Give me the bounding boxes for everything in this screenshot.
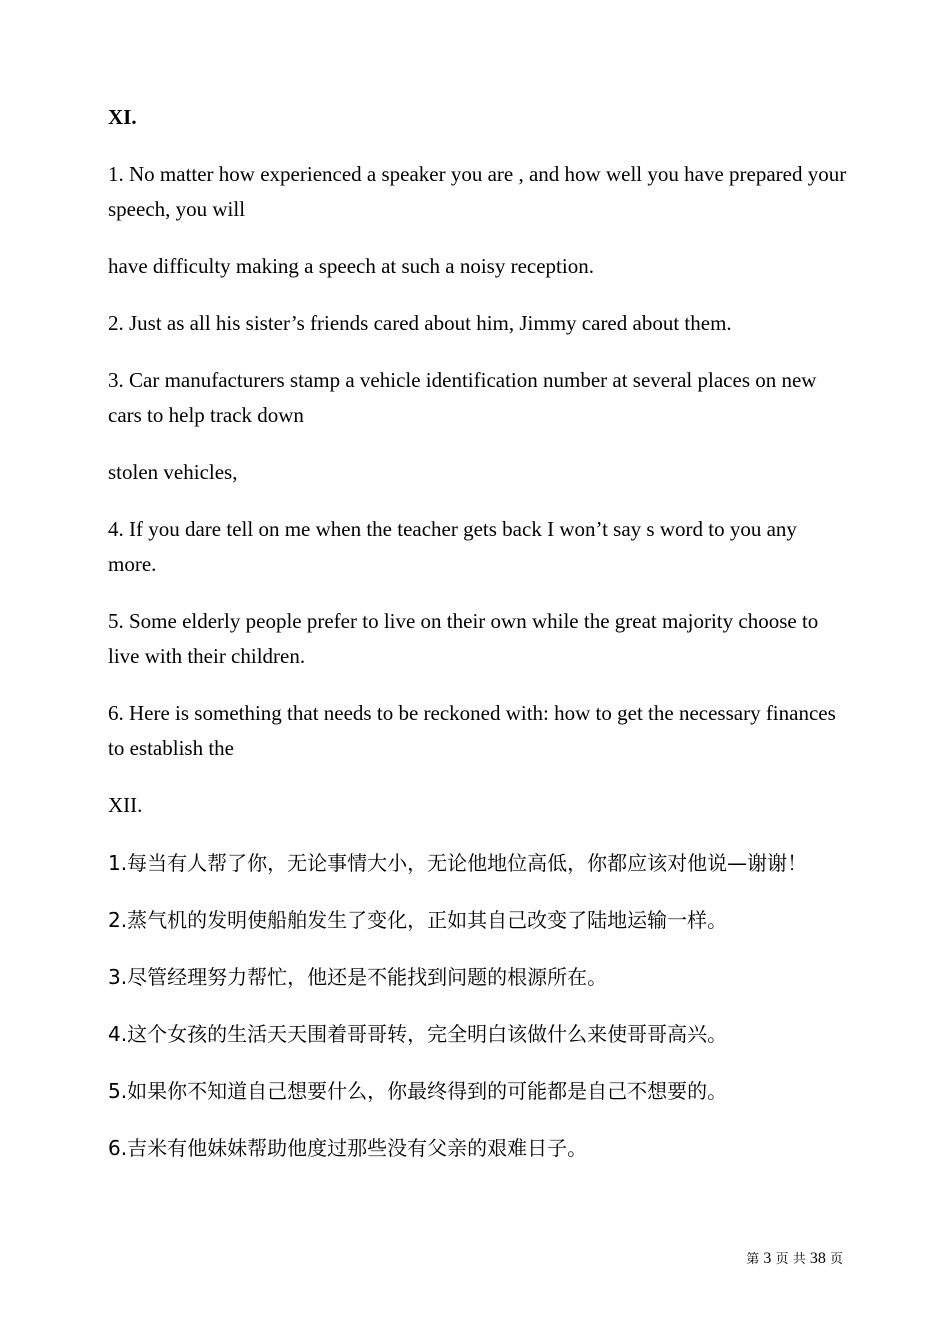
xi-item-2: 2. Just as all his sister’s friends cared about him, Jimmy cared about them. [108,311,732,335]
xii-item-2: 2.蒸气机的发明使船舶发生了变化，正如其自己改变了陆地运输一样。 [108,908,728,932]
page-content [108,100,848,1187]
xii-item-4: 4.这个女孩的生活天天围着哥哥转，完全明白该做什么来使哥哥高兴。 [108,1022,728,1046]
xi-item-3a: 3. Car manufacturers stamp a vehicle identification number at several places on new cars to help track down [108,368,817,427]
xi-item-1b: have difficulty making a speech at such a noisy reception. [108,254,594,278]
xi-item-6: 6. Here is something that needs to be reckoned with: how to get the necessary finances to establish the [108,701,836,760]
section-xi-heading: XI. [108,105,137,129]
footer-prefix: 第 [746,1252,760,1267]
xi-item-5: 5. Some elderly people prefer to live on their own while the great majority choose to live with their children. [108,609,819,668]
page-footer [0,1249,843,1270]
xii-item-3: 3.尽管经理努力帮忙，他还是不能找到问题的根源所在。 [108,965,608,989]
xii-item-1: 1.每当有人帮了你，无论事情大小，无论他地位高低，你都应该对他说—谢谢！ [108,851,808,875]
xii-item-6: 6.吉米有他妹妹帮助他度过那些没有父亲的艰难日子。 [108,1136,588,1160]
xi-item-3b: stolen vehicles, [108,460,238,484]
xi-item-1a: 1. No matter how experienced a speaker you are , and how well you have prepared your speech, you will [108,162,847,221]
xi-item-4: 4. If you dare tell on me when the teacher gets back I won’t say s word to you any more. [108,517,797,576]
footer-total-pages: 38 [809,1250,826,1267]
section-xii-heading: XII. [108,793,143,817]
xii-item-5: 5.如果你不知道自己想要什么，你最终得到的可能都是自己不想要的。 [108,1079,728,1103]
footer-suffix: 页 [829,1252,843,1267]
footer-current-page: 3 [763,1250,772,1267]
footer-middle: 页 共 [775,1252,806,1267]
